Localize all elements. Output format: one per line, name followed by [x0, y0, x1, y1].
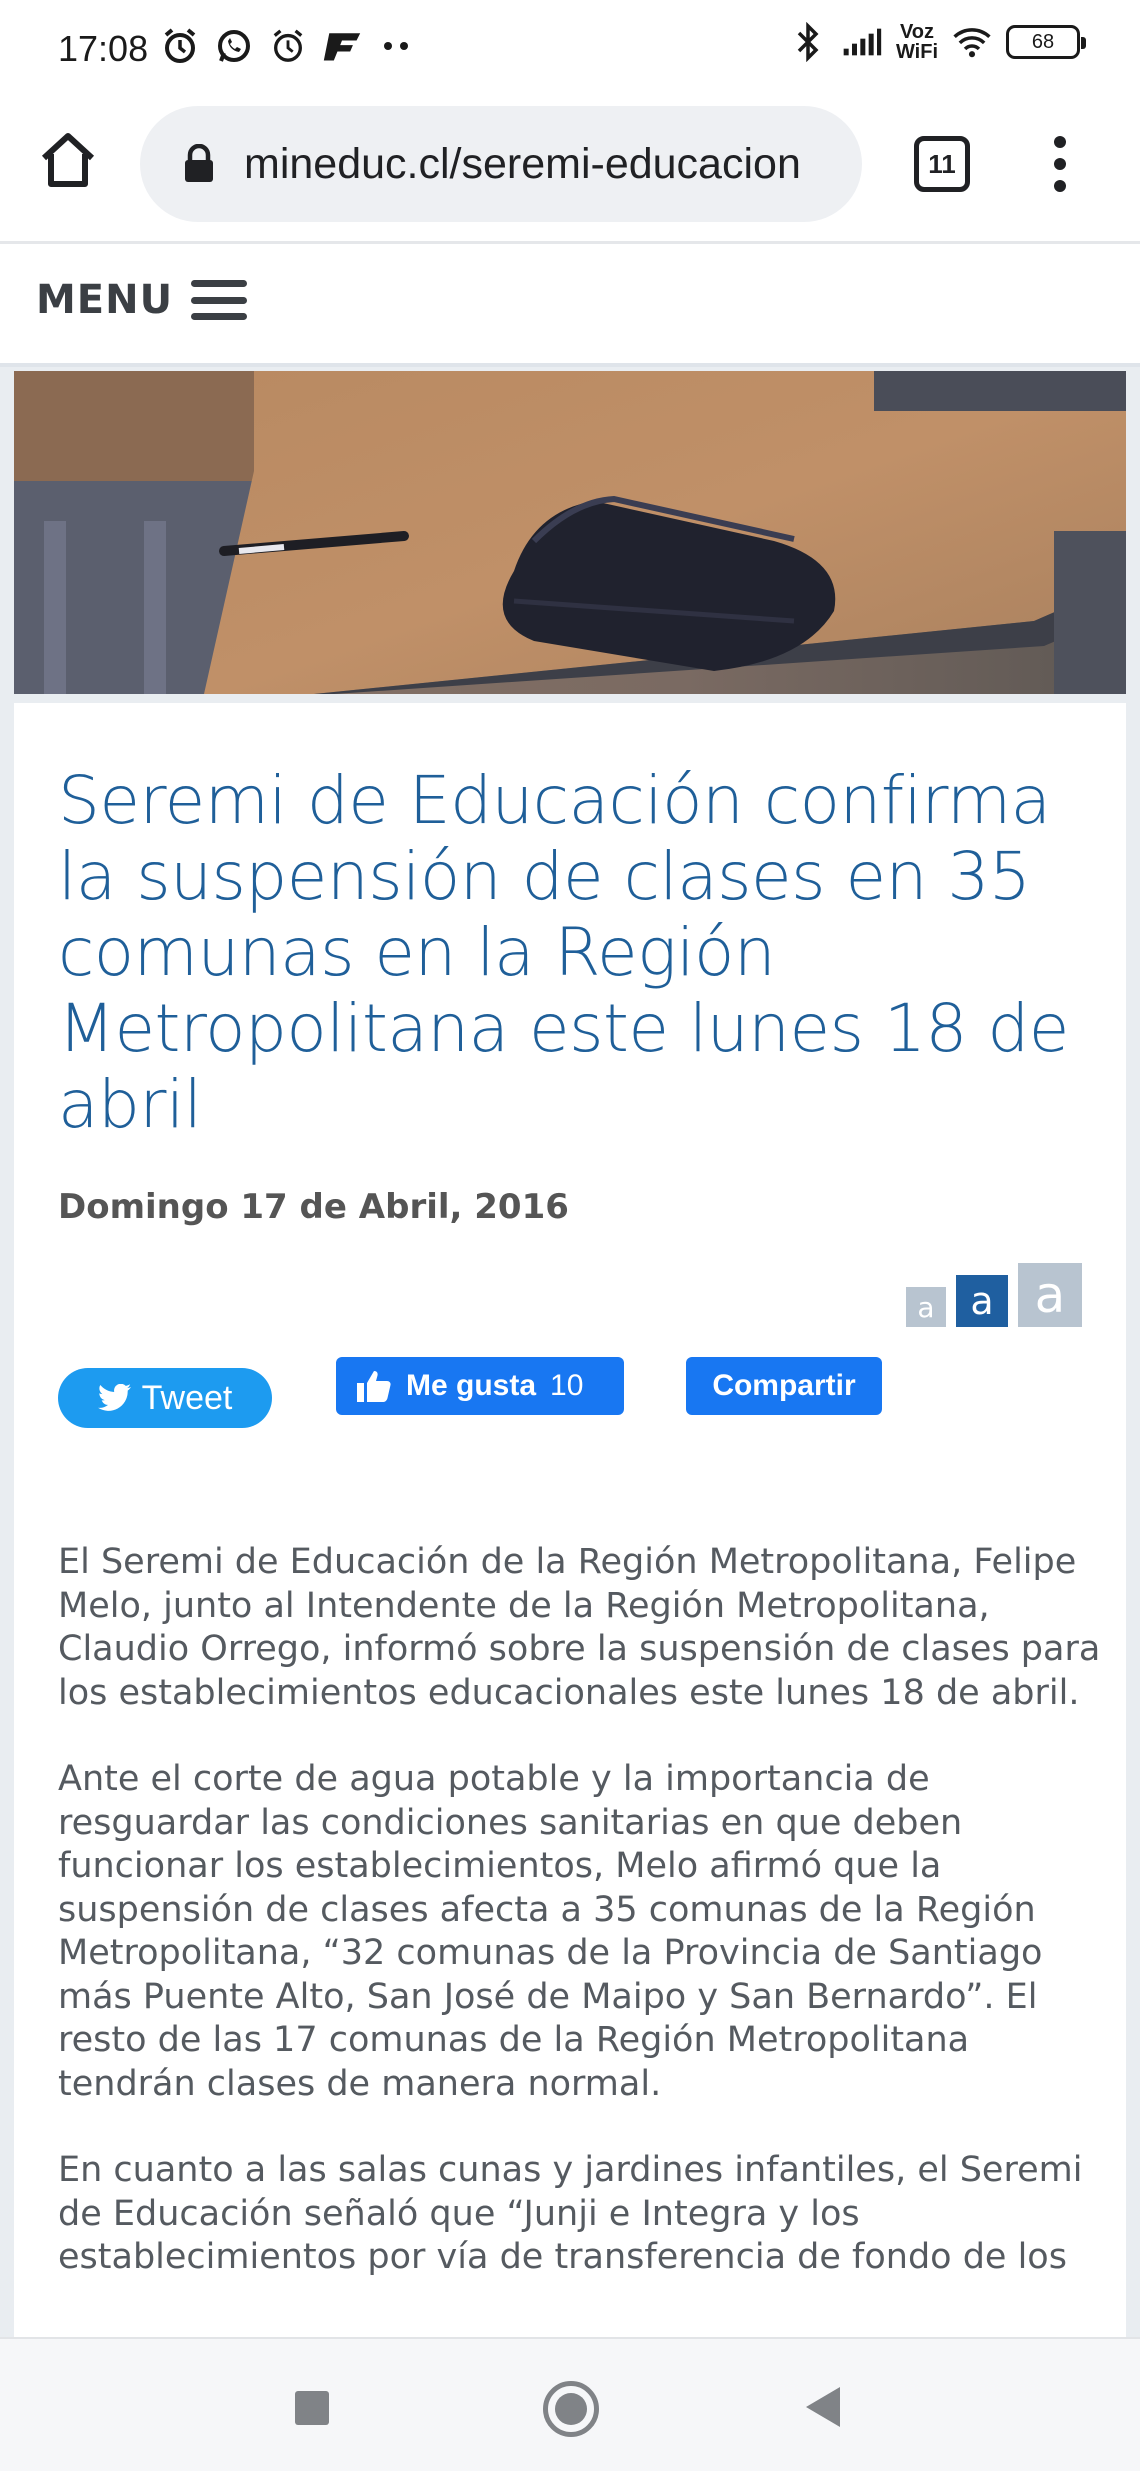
font-size-large-button[interactable]: a — [1018, 1263, 1082, 1327]
wifi-label: WiFi — [895, 41, 938, 63]
url-text: mineduc.cl/seremi-educacion — [244, 139, 801, 188]
site-header — [0, 247, 1140, 367]
whatsapp-icon — [214, 26, 254, 66]
classroom-desk-photo — [14, 371, 1126, 694]
app-notification-icon — [322, 26, 362, 66]
menu-label: MENU — [36, 277, 174, 323]
wifi-icon — [952, 22, 992, 62]
status-bar — [0, 0, 1140, 96]
hamburger-icon — [191, 280, 247, 320]
voz-wifi-indicator — [896, 22, 938, 62]
menu-button[interactable] — [36, 277, 247, 323]
system-navigation-bar — [0, 2337, 1140, 2471]
like-count: 10 — [550, 1369, 584, 1402]
article-date: Domingo 17 de Abril, 2016 — [58, 1187, 569, 1227]
facebook-like-button[interactable] — [336, 1357, 624, 1415]
font-size-small-button[interactable]: a — [906, 1287, 946, 1327]
article-body — [58, 1541, 1108, 2323]
status-time: 17:08 — [58, 28, 149, 69]
home-icon[interactable] — [36, 128, 100, 192]
status-icons-right — [788, 22, 1080, 62]
alarm-icon — [268, 26, 308, 66]
signal-icon — [842, 22, 882, 62]
recent-apps-icon[interactable] — [295, 2391, 329, 2425]
bluetooth-icon — [788, 22, 828, 62]
twitter-bird-icon — [98, 1384, 132, 1412]
font-size-controls — [906, 1263, 1082, 1327]
article-paragraph: El Seremi de Educación de la Región Metropolitana, Felipe Melo, junto al Intendente de la Región Metropolitana, Claudio Orrego, informó sobre la suspensión de clases para los establecimientos educacionales este lunes 18 de abril. — [58, 1542, 1101, 1713]
lock-icon — [182, 144, 216, 184]
back-icon[interactable] — [806, 2387, 840, 2427]
article-card — [14, 703, 1126, 2337]
voz-label: Voz — [899, 21, 935, 43]
thumbs-up-icon — [356, 1369, 392, 1403]
facebook-share-button[interactable]: Compartir — [686, 1357, 882, 1415]
social-buttons — [58, 1353, 1118, 1433]
alarm-icon — [160, 26, 200, 66]
hero-image — [14, 371, 1126, 694]
like-label: Me gusta — [406, 1369, 537, 1402]
tweet-label: Tweet — [141, 1378, 233, 1417]
tab-switcher-button[interactable]: 11 — [914, 136, 970, 192]
status-icons-left — [160, 26, 416, 66]
more-options-icon[interactable] — [1040, 132, 1080, 196]
article-paragraph: Ante el corte de agua potable y la importancia de resguardar las condiciones sanitarias en que deben funcionar los establecimientos, Melo afirmó que la suspensión de clases afecta a 35 comunas de la Región Metropolitana, “32 comunas de la Provincia de Santiago más Puente Alto, San José de Maipo y San Bernardo”. El resto de las 17 comunas de la Región Metropolitana tendrán clases de manera normal. — [58, 1759, 1043, 2104]
browser-toolbar — [0, 96, 1140, 244]
battery-icon: 68 — [1006, 25, 1080, 59]
more-notifications-icon — [376, 26, 416, 66]
font-size-medium-button[interactable]: a — [956, 1275, 1008, 1327]
home-button-icon[interactable] — [543, 2381, 599, 2437]
address-bar[interactable] — [140, 106, 862, 222]
article-headline: Seremi de Educación confirma la suspensión de clases en 35 comunas en la Región Metropolitana este lunes 18 de abril — [58, 762, 1069, 1143]
tweet-button[interactable] — [58, 1368, 272, 1428]
article-paragraph: En cuanto a las salas cunas y jardines infantiles, el Seremi de Educación señaló que “Junji e Integra y los establecimientos por vía de transferencia de fondo de los — [58, 2150, 1083, 2277]
